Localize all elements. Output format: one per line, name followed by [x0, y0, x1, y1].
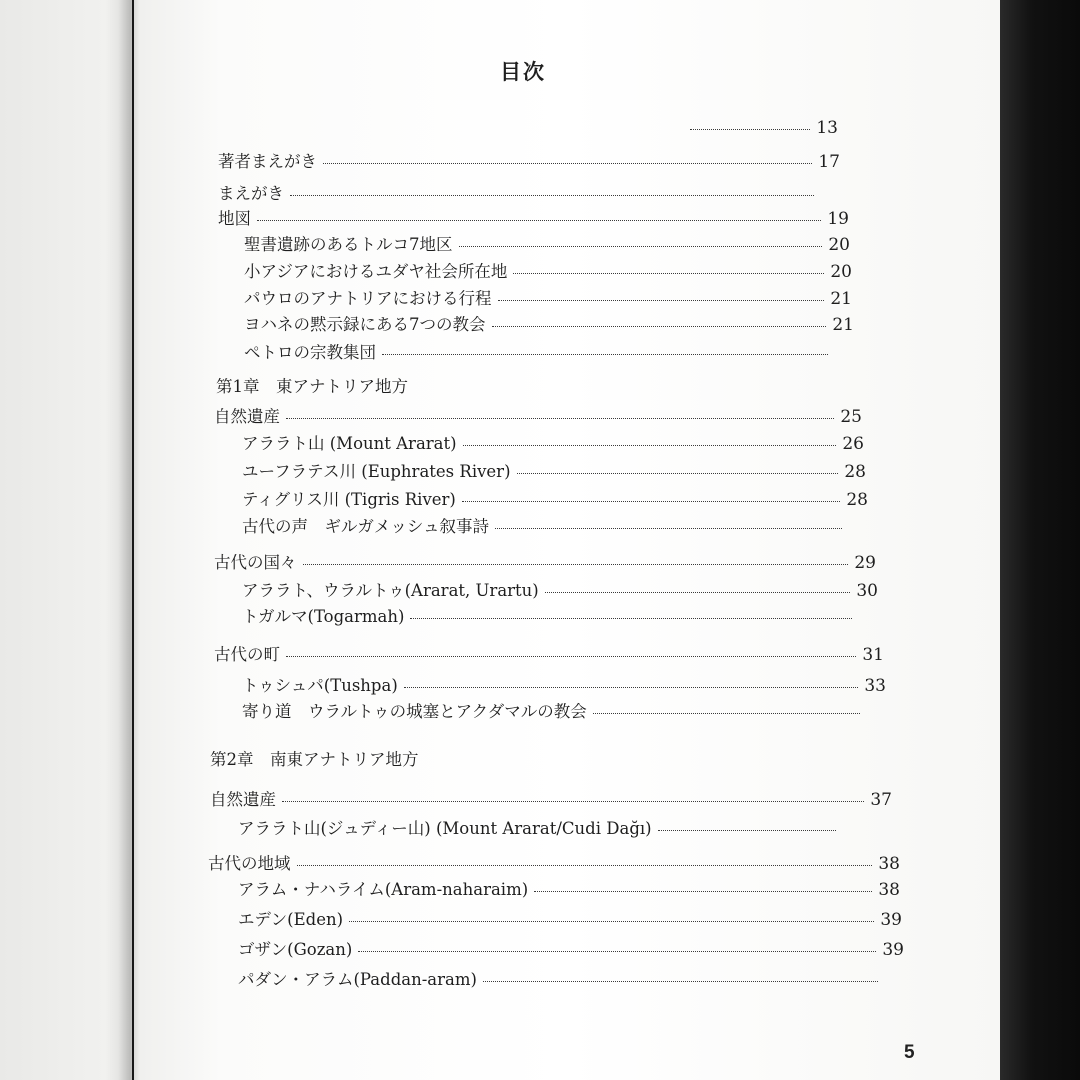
- background-table: [1000, 0, 1080, 1080]
- toc-entry-ancient-regions: 古代の地域 38: [208, 854, 900, 874]
- toc-entry-ararat-urartu: アララト、ウラルトゥ(Ararat, Urartu) 30: [242, 581, 878, 601]
- toc-entry-preface: まえがき: [218, 180, 842, 204]
- toc-entry-gozan: ゴザン(Gozan) 39: [238, 940, 904, 960]
- toc-entry-gilgamesh: 古代の声 ギルガメッシュ叙事詩: [242, 513, 870, 537]
- toc-title: 目次: [500, 59, 546, 84]
- chapter-2-heading: 第2章 南東アナトリア地方: [210, 750, 419, 769]
- book-gutter: [118, 0, 140, 1080]
- toc-entry-tigris: ティグリス川 (Tigris River) 28: [242, 490, 868, 510]
- toc-entry-mount-cudi: アララト山(ジュディー山) (Mount Ararat/Cudi Dağı): [238, 815, 864, 839]
- toc-entry-13: 13: [684, 118, 838, 138]
- toc-entry-ancient-towns: 古代の町 31: [214, 645, 884, 665]
- toc-entry-tushpa: トゥシュパ(Tushpa) 33: [242, 676, 886, 696]
- toc-entry-map-4: ヨハネの黙示録にある7つの教会 21: [244, 315, 854, 335]
- toc-entry-map-2: 小アジアにおけるユダヤ社会所在地 20: [244, 262, 852, 282]
- toc-entry-eden: エデン(Eden) 39: [238, 910, 902, 930]
- toc-entry-map-1: 聖書遺跡のあるトルコ7地区 20: [244, 235, 850, 255]
- left-page-edge: [0, 0, 132, 1080]
- toc-entry-map-3: パウロのアナトリアにおける行程 21: [244, 289, 852, 309]
- toc-entry-ch1-natural-heritage: 自然遺産 25: [214, 407, 862, 427]
- toc-entry-ancient-nations: 古代の国々 29: [214, 553, 876, 573]
- toc-entry-togarmah: トガルマ(Togarmah): [242, 603, 880, 627]
- toc-entry-ch2-natural-heritage: 自然遺産 37: [210, 790, 892, 810]
- toc-entry-maps: 地図 19: [218, 209, 849, 229]
- toc-entry-akdamar: 寄り道 ウラルトゥの城塞とアクダマルの教会: [242, 698, 888, 722]
- toc-entry-preface-author: 著者まえがき 17: [218, 152, 840, 172]
- toc-entry-mount-ararat: アララト山 (Mount Ararat) 26: [242, 434, 864, 454]
- toc-entry-map-5: ペトロの宗教集団: [244, 339, 856, 363]
- toc-entry-paddan-aram: パダン・アラム(Paddan-aram): [238, 966, 906, 990]
- book-page: [134, 0, 1000, 1080]
- toc-entry-euphrates: ユーフラテス川 (Euphrates River) 28: [242, 462, 866, 482]
- toc-entry-aram-naharaim: アラム・ナハライム(Aram-naharaim) 38: [238, 880, 900, 900]
- page-number: 5: [904, 1042, 915, 1063]
- chapter-1-heading: 第1章 東アナトリア地方: [216, 377, 408, 396]
